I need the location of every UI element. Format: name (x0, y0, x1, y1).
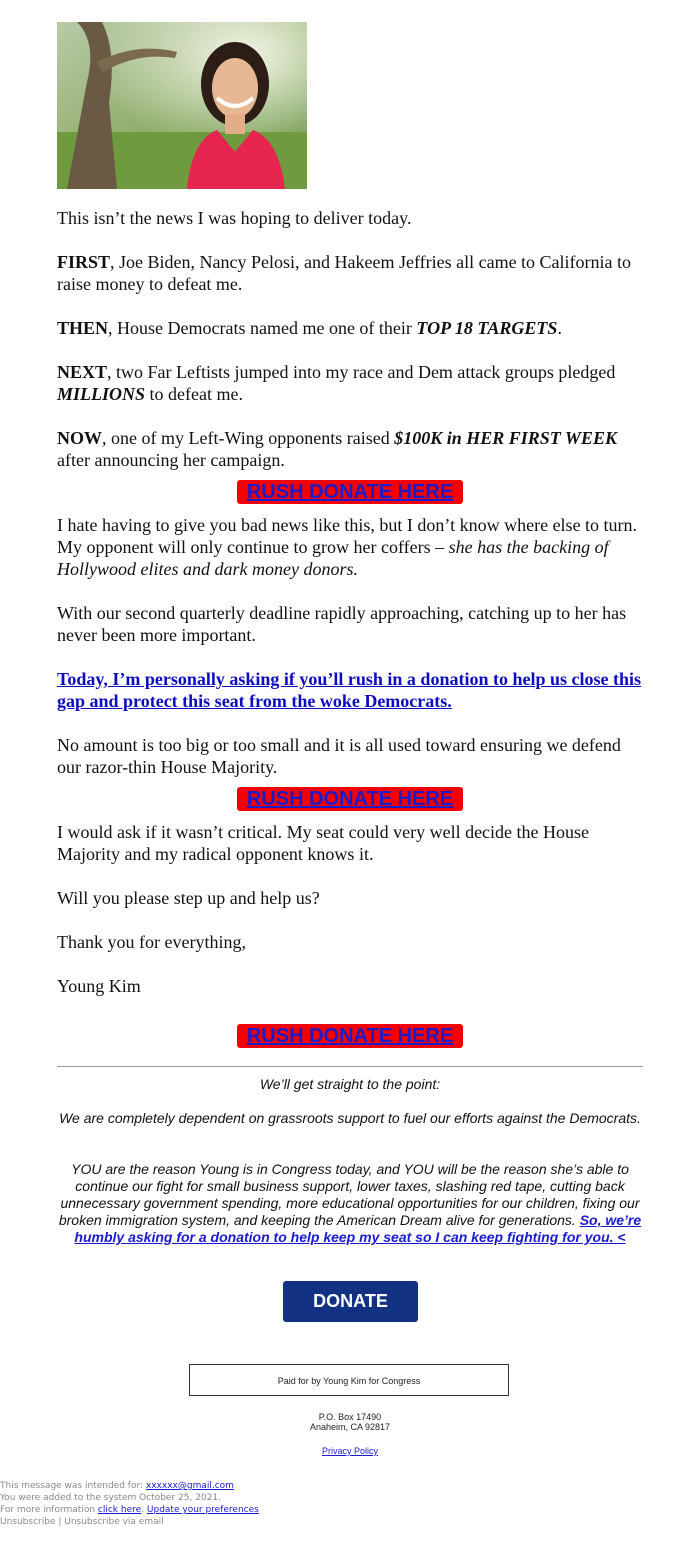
ask-paragraph (57, 668, 647, 712)
rush-donate-button-1[interactable]: RUSH DONATE HERE (237, 480, 463, 504)
then-end: . (557, 318, 562, 338)
footer-info-label: For more information (0, 1505, 98, 1515)
next-text: , two Far Leftists jumped into my race and Dem attack groups pledged (107, 362, 616, 382)
appeal-reason (57, 1161, 643, 1246)
address-line-1: P.O. Box 17490 (318, 1412, 382, 1422)
footer-added-text: You were added to the system October 25, 2021. (0, 1493, 221, 1503)
now-end: after announcing her campaign. (57, 450, 285, 470)
donate-button[interactable]: DONATE (283, 1281, 418, 1322)
deadline-paragraph (57, 602, 647, 646)
now-lead: NOW (57, 428, 102, 448)
next-end: to defeat me. (145, 384, 243, 404)
footer-email-link[interactable]: xxxxxx@gmail.com (145, 1481, 234, 1491)
footer-added (0, 1492, 700, 1504)
footer-info-sep: . (141, 1505, 147, 1515)
next-lead: NEXT (57, 362, 108, 382)
critical-paragraph (57, 821, 647, 865)
appeal-donation-link[interactable]: So, we’re humbly asking for a donation to help keep my seat so I can keep fighting for you. < (74, 1212, 642, 1245)
then-text: , House Democrats named me one of their (108, 318, 417, 338)
privacy-policy-link[interactable]: Privacy Policy (321, 1446, 378, 1456)
appeal-dependency-text: We are completely dependent on grassroots support to fuel our efforts against the Democrats. (59, 1110, 641, 1126)
bad-news-text: I hate having to give you bad news like this, but I don’t know where else to turn. My opponent will only continue to grow her coffers – (57, 515, 638, 557)
address-line-2: Anaheim, CA 92817 (309, 1422, 391, 1432)
footer-unsubscribe (0, 1516, 700, 1528)
paid-for-disclaimer (189, 1364, 509, 1396)
then-lead: THEN (57, 318, 109, 338)
then-paragraph (57, 317, 647, 339)
first-text: , Joe Biden, Nancy Pelosi, and Hakeem Jeffries all came to California to raise money to defeat me. (57, 252, 632, 294)
candidate-photo (57, 22, 307, 189)
signature: Young Kim (57, 976, 141, 996)
privacy-policy (0, 1446, 700, 1456)
then-emphasis: TOP 18 TARGETS (416, 318, 558, 338)
deadline-text: With our second quarterly deadline rapidly approaching, catching up to her has never been more important. (57, 603, 627, 645)
now-emphasis: $100K in HER FIRST WEEK (394, 428, 617, 448)
appeal-reason-text: YOU are the reason Young is in Congress today, and YOU will be the reason she’s able to continue our fight for small business support, lower taxes, slashing red tape, cutting back unnecessary government spending, more educational opportunities for our children, fixing our broken immigration system, and keeping the American Dream alive for generations. (58, 1161, 640, 1228)
amount-paragraph (57, 734, 647, 778)
paid-for-text: Paid for by Young Kim for Congress (277, 1376, 421, 1386)
rush-donate-button-3[interactable]: RUSH DONATE HERE (237, 1024, 463, 1048)
next-paragraph (57, 361, 647, 405)
intro-text: This isn’t the news I was hoping to deliver today. (57, 208, 412, 228)
step-up-text: Will you please step up and help us? (57, 888, 320, 908)
appeal-intro (57, 1076, 643, 1093)
first-paragraph (57, 251, 647, 295)
footer-click-here-link[interactable]: click here (97, 1505, 142, 1515)
intro-paragraph (57, 207, 647, 229)
footer-intended (0, 1480, 700, 1492)
amount-text: No amount is too big or too small and it is all used toward ensuring we defend our razor-thin House Majority. (57, 735, 621, 777)
critical-text: I would ask if it wasn’t critical. My seat could very well decide the House Majority and my radical opponent knows it. (57, 822, 590, 864)
thanks-text: Thank you for everything, (57, 932, 246, 952)
first-lead: FIRST (57, 252, 111, 272)
next-emphasis: MILLIONS (57, 384, 146, 404)
footer-info (0, 1504, 700, 1516)
appeal-intro-text: We’ll get straight to the point: (259, 1076, 441, 1092)
now-text: , one of my Left-Wing opponents raised (102, 428, 395, 448)
thanks-paragraph (57, 931, 647, 953)
footer-unsubscribe-text[interactable]: Unsubscribe | Unsubscribe via email (0, 1517, 164, 1527)
now-paragraph (57, 427, 647, 471)
bad-news-emphasis: she has the backing of Hollywood elites and dark money donors. (57, 537, 609, 579)
step-up-paragraph (57, 887, 647, 909)
donation-ask-link[interactable]: Today, I’m personally asking if you’ll rush in a donation to help us close this gap and protect this seat from the woke Democrats. (57, 669, 641, 711)
footer-update-preferences-link[interactable]: Update your preferences (146, 1505, 259, 1515)
rush-donate-button-2[interactable]: RUSH DONATE HERE (237, 787, 463, 811)
bad-news-paragraph (57, 514, 647, 580)
divider (57, 1066, 643, 1067)
footer-intended-label: This message was intended for: (0, 1481, 146, 1491)
appeal-dependency (57, 1110, 643, 1127)
signature-paragraph (57, 975, 647, 997)
